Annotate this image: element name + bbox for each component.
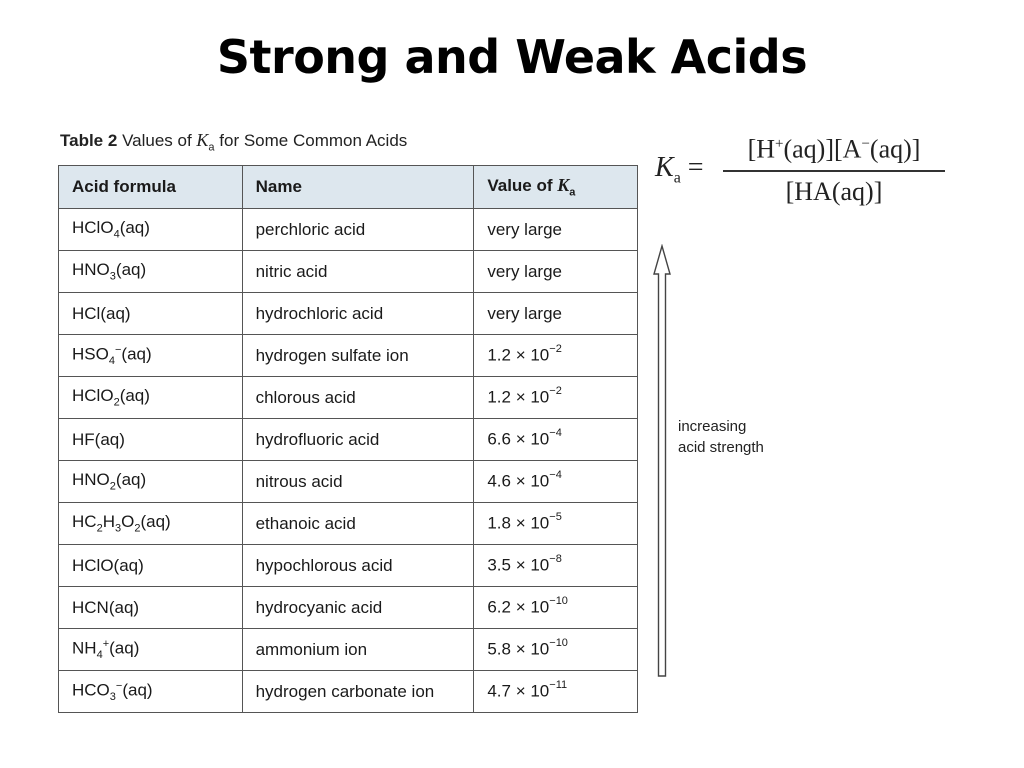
ka-value: $6.2 \times 10^{-10}$ (474, 587, 638, 629)
acid-name: perchloric acid (242, 209, 474, 251)
table-row (59, 209, 638, 251)
slide-title: Strong and Weak Acids (216, 30, 808, 84)
table-caption-k: K (196, 130, 209, 150)
table-row (59, 251, 638, 293)
equation-equals: = (687, 152, 704, 183)
acid-name: hydrogen sulfate ion (242, 335, 474, 377)
header-ka-value (474, 166, 638, 209)
table-caption (60, 130, 407, 153)
ka-value: very large (474, 251, 638, 293)
ka-value: $1.8 \times 10^{-5}$ (474, 503, 638, 545)
acid-name: hydrocyanic acid (242, 587, 474, 629)
acid-formula: $HNO_3(aq)$ (59, 251, 243, 293)
table-row (59, 293, 638, 335)
acid-formula: $HNO_2(aq)$ (59, 461, 243, 503)
ka-value: $4.6 \times 10^{-4}$ (474, 461, 638, 503)
table-row (59, 629, 638, 671)
arrow-label (678, 416, 764, 458)
acid-name: hydrofluoric acid (242, 419, 474, 461)
header-acid-formula: Acid formula (59, 166, 243, 209)
acid-name: nitrous acid (242, 461, 474, 503)
table-caption-number: Table 2 (60, 131, 118, 150)
acid-name: ammonium ion (242, 629, 474, 671)
acid-name: ethanoic acid (242, 503, 474, 545)
table-row (59, 461, 638, 503)
table-row (59, 503, 638, 545)
ka-value: very large (474, 293, 638, 335)
header-name: Name (242, 166, 474, 209)
table-row (59, 377, 638, 419)
ka-value: $1.2 \times 10^{-2}$ (474, 335, 638, 377)
acid-formula: HF(aq) (59, 419, 243, 461)
table-caption-pre: Values of (122, 131, 197, 150)
ka-value: $3.5 \times 10^{-8}$ (474, 545, 638, 587)
acid-name: hydrogen carbonate ion (242, 671, 474, 713)
table-row (59, 419, 638, 461)
table-row (59, 587, 638, 629)
equation-fraction (723, 126, 945, 210)
acid-formula: HClO(aq) (59, 545, 243, 587)
acid-formula: HClO$_4$(aq) (59, 209, 243, 251)
equation-k: K (655, 152, 674, 183)
fraction-bar (723, 170, 945, 172)
arrow-label-line1: increasing (678, 418, 747, 435)
ka-value: $1.2 \times 10^{-2}$ (474, 377, 638, 419)
equation-lhs (655, 152, 704, 188)
acid-formula: HCl(aq) (59, 293, 243, 335)
equation-numerator: [H+(aq)][A−(aq)] (747, 134, 921, 164)
table-header-row (59, 166, 638, 209)
acid-formula: $HC_2H_3O_2(aq)$ (59, 503, 243, 545)
ka-value: $4.7 \times 10^{-11}$ (474, 671, 638, 713)
acid-formula: $HCO_3^-(aq)$ (59, 671, 243, 713)
header-ka-k: K (557, 175, 570, 196)
equation-k-sub: a (673, 169, 681, 187)
table-caption-post: for Some Common Acids (214, 131, 408, 150)
equation-denominator: [HA(aq)] (785, 176, 883, 206)
header-ka-pre: Value of (487, 176, 558, 196)
acid-name: hydrochloric acid (242, 293, 474, 335)
table-row (59, 671, 638, 713)
acid-formula: $NH_4^+(aq)$ (59, 629, 243, 671)
acid-name: chlorous acid (242, 377, 474, 419)
arrow-label-line2: acid strength (678, 439, 764, 456)
acid-formula: HCN(aq) (59, 587, 243, 629)
table-body (59, 209, 638, 713)
table-row (59, 335, 638, 377)
ka-value: very large (474, 209, 638, 251)
acid-name: nitric acid (242, 251, 474, 293)
increasing-strength-arrow-icon (652, 244, 672, 680)
ka-equation (655, 126, 955, 206)
acid-ka-table (58, 165, 638, 713)
header-ka-sub: a (569, 186, 576, 199)
ka-value: $6.6 \times 10^{-4}$ (474, 419, 638, 461)
table-caption-sub: a (208, 141, 215, 154)
table-row (59, 545, 638, 587)
acid-name: hypochlorous acid (242, 545, 474, 587)
acid-formula: $HSO_4^-(aq)$ (59, 335, 243, 377)
acid-formula: HClO$_2$(aq) (59, 377, 243, 419)
ka-value: $5.8 \times 10^{-10}$ (474, 629, 638, 671)
